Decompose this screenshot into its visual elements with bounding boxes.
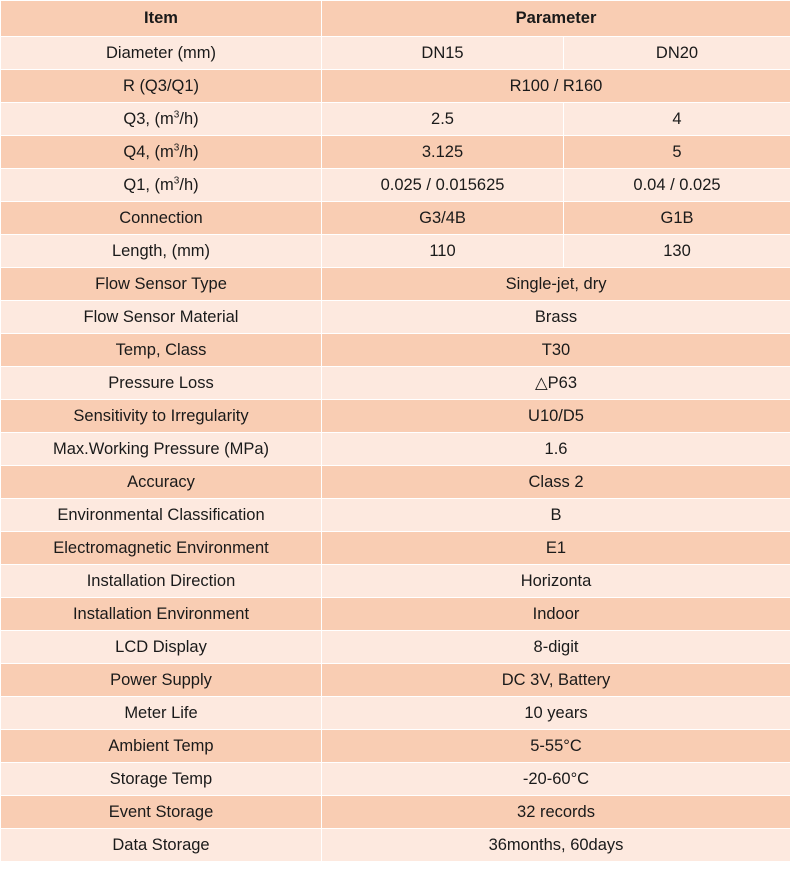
row-value-dn20: DN20 bbox=[564, 37, 790, 70]
row-value-dn20: 4 bbox=[564, 103, 790, 136]
row-value: 32 records bbox=[322, 796, 790, 829]
table-row-length bbox=[1, 235, 790, 268]
row-value-dn20: G1B bbox=[564, 202, 790, 235]
table-row-connection bbox=[1, 202, 790, 235]
table-row bbox=[1, 829, 790, 862]
table-row bbox=[1, 730, 790, 763]
row-item-label bbox=[1, 103, 322, 136]
row-value: △P63 bbox=[322, 367, 790, 400]
row-item-label: Environmental Classification bbox=[1, 499, 322, 532]
item-sup: 3 bbox=[173, 142, 180, 153]
table-row bbox=[1, 796, 790, 829]
row-value: 1.6 bbox=[322, 433, 790, 466]
row-value: Single-jet, dry bbox=[322, 268, 790, 301]
row-value-dn15: 3.125 bbox=[322, 136, 564, 169]
table-row bbox=[1, 664, 790, 697]
row-item-label: Sensitivity to Irregularity bbox=[1, 400, 322, 433]
row-item-label: Installation Environment bbox=[1, 598, 322, 631]
row-item-label: Max.Working Pressure (MPa) bbox=[1, 433, 322, 466]
row-value: B bbox=[322, 499, 790, 532]
row-item-label: Temp, Class bbox=[1, 334, 322, 367]
item-suffix: /h) bbox=[179, 142, 199, 161]
row-value-dn20: 0.04 / 0.025 bbox=[564, 169, 790, 202]
table-row bbox=[1, 301, 790, 334]
row-item-label bbox=[1, 169, 322, 202]
table-row bbox=[1, 367, 790, 400]
row-value: 8-digit bbox=[322, 631, 790, 664]
table-row-r bbox=[1, 70, 790, 103]
row-item-label: Power Supply bbox=[1, 664, 322, 697]
table-row bbox=[1, 763, 790, 796]
row-value: 5-55°C bbox=[322, 730, 790, 763]
table-row bbox=[1, 499, 790, 532]
row-item-label: Diameter (mm) bbox=[1, 37, 322, 70]
row-value: Class 2 bbox=[322, 466, 790, 499]
row-value-dn20: 130 bbox=[564, 235, 790, 268]
row-item-label: Event Storage bbox=[1, 796, 322, 829]
row-item-label: Storage Temp bbox=[1, 763, 322, 796]
header-parameter: Parameter bbox=[322, 1, 790, 37]
table-row bbox=[1, 400, 790, 433]
row-item-label: Flow Sensor Material bbox=[1, 301, 322, 334]
table-row bbox=[1, 268, 790, 301]
row-item-label: Ambient Temp bbox=[1, 730, 322, 763]
row-value-dn20: 5 bbox=[564, 136, 790, 169]
row-item-label: R (Q3/Q1) bbox=[1, 70, 322, 103]
table-row bbox=[1, 532, 790, 565]
row-value: 10 years bbox=[322, 697, 790, 730]
header-item: Item bbox=[1, 1, 322, 37]
row-value: E1 bbox=[322, 532, 790, 565]
table-row bbox=[1, 631, 790, 664]
row-item-label: Data Storage bbox=[1, 829, 322, 862]
row-value: 36months, 60days bbox=[322, 829, 790, 862]
item-prefix: Q3, (m bbox=[123, 109, 174, 128]
item-suffix: /h) bbox=[179, 109, 199, 128]
row-value: Indoor bbox=[322, 598, 790, 631]
row-value: Horizonta bbox=[322, 565, 790, 598]
table-row-q3 bbox=[1, 103, 790, 136]
row-item-label bbox=[1, 136, 322, 169]
row-value-dn15: DN15 bbox=[322, 37, 564, 70]
row-value: R100 / R160 bbox=[322, 70, 790, 103]
row-value-dn15: 2.5 bbox=[322, 103, 564, 136]
item-suffix: /h) bbox=[179, 175, 199, 194]
table-row bbox=[1, 466, 790, 499]
row-value-dn15: G3/4B bbox=[322, 202, 564, 235]
header-row bbox=[1, 1, 790, 37]
row-item-label: Pressure Loss bbox=[1, 367, 322, 400]
row-item-label: LCD Display bbox=[1, 631, 322, 664]
row-value: -20-60°C bbox=[322, 763, 790, 796]
row-value-dn15: 110 bbox=[322, 235, 564, 268]
row-item-label: Meter Life bbox=[1, 697, 322, 730]
row-item-label: Connection bbox=[1, 202, 322, 235]
row-value: DC 3V, Battery bbox=[322, 664, 790, 697]
table-row bbox=[1, 565, 790, 598]
table-row-q4 bbox=[1, 136, 790, 169]
row-value-dn15: 0.025 / 0.015625 bbox=[322, 169, 564, 202]
item-sup: 3 bbox=[173, 109, 180, 120]
row-item-label: Accuracy bbox=[1, 466, 322, 499]
row-item-label: Installation Direction bbox=[1, 565, 322, 598]
table-row bbox=[1, 697, 790, 730]
row-value: U10/D5 bbox=[322, 400, 790, 433]
row-value: Brass bbox=[322, 301, 790, 334]
row-value: T30 bbox=[322, 334, 790, 367]
table-row-q1 bbox=[1, 169, 790, 202]
table-row bbox=[1, 433, 790, 466]
item-prefix: Q4, (m bbox=[123, 142, 174, 161]
item-prefix: Q1, (m bbox=[123, 175, 174, 194]
row-item-label: Length, (mm) bbox=[1, 235, 322, 268]
row-item-label: Flow Sensor Type bbox=[1, 268, 322, 301]
row-item-label: Electromagnetic Environment bbox=[1, 532, 322, 565]
item-sup: 3 bbox=[173, 175, 180, 186]
table-row-diameter bbox=[1, 37, 790, 70]
table-row bbox=[1, 334, 790, 367]
table-row bbox=[1, 598, 790, 631]
